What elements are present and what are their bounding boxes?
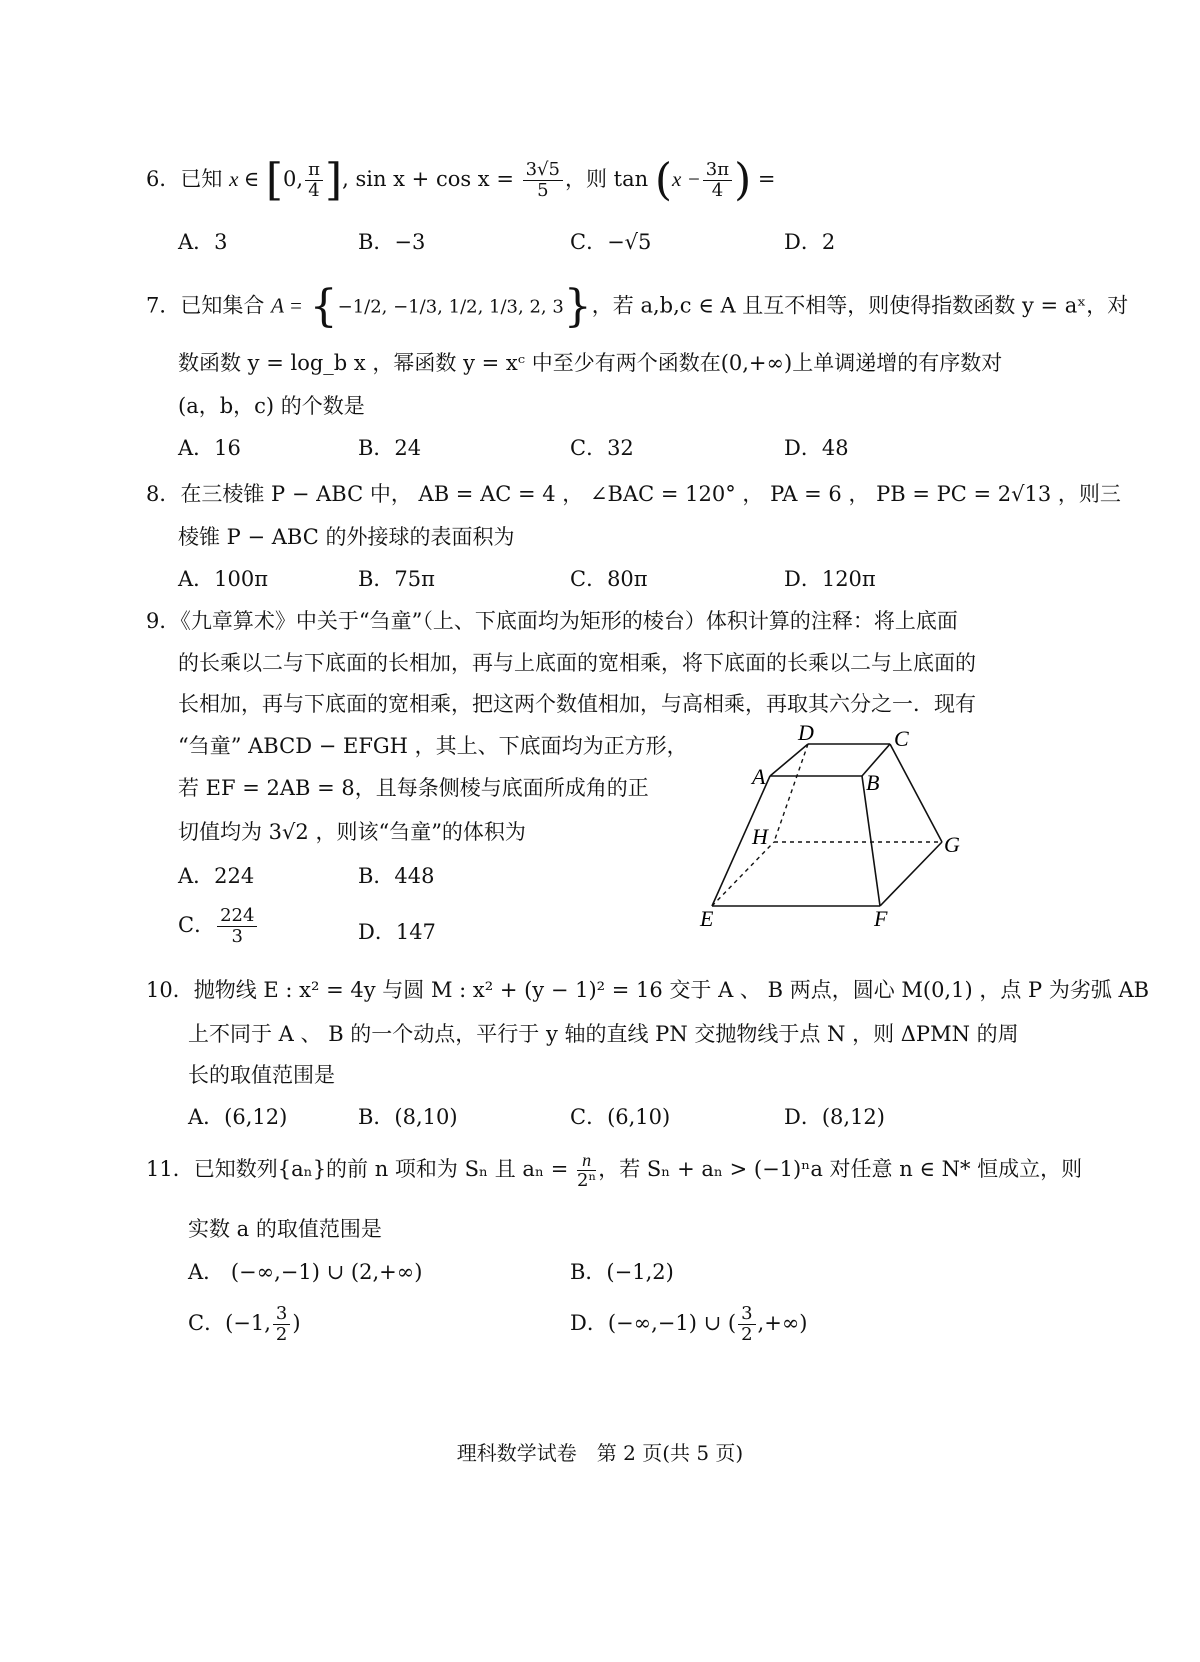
q9-option-b: B．448	[358, 864, 435, 888]
q9-option-c: C． $\frac{224}{3}$	[178, 906, 259, 947]
q10-option-a: A．(6,12)	[188, 1105, 288, 1129]
q11-line2: 实数 a 的取值范围是	[188, 1217, 382, 1241]
q9-line4: “刍童” ABCD − EFGH ，其上、下底面均为正方形，	[178, 734, 688, 758]
q11-option-b: B．(−1,2)	[570, 1260, 674, 1284]
q8-line2: 棱锥 P − ABC 的外接球的表面积为	[178, 525, 515, 549]
q8-option-d: D．120π	[784, 567, 876, 591]
q10-line1: 10．抛物线 E : x² = 4y 与圆 M : x² + (y − 1)² = 16 交于 A 、 B 两点，圆心 M(0,1) ，点 P 为劣弧 AB	[146, 978, 1150, 1002]
edge-BF	[862, 776, 880, 906]
label-B: B	[866, 770, 880, 795]
page-footer: 理科数学试卷 第 2 页(共 5 页)	[456, 1441, 744, 1465]
label-H: H	[752, 824, 768, 849]
label-C: C	[894, 726, 909, 751]
q8-line1: 8．在三棱锥 P − ABC 中， AB = AC = 4 ， ∠BAC = 120° ， PA = 6 ， PB = PC = 2√13 ，则三	[146, 482, 1121, 506]
q7-line2: 数函数 y = log_b x ，幂函数 y = xᶜ 中至少有两个函数在(0,+∞)上单调递增的有序数对	[178, 351, 1003, 375]
q10-line2: 上不同于 A 、 B 的一个动点，平行于 y 轴的直线 PN 交抛物线于点 N ，则 ΔPMN 的周	[188, 1022, 1019, 1046]
q7-option-d: D．48	[784, 436, 849, 460]
q7-option-c: C．32	[570, 436, 634, 460]
q10-line3: 长的取值范围是	[188, 1063, 335, 1087]
q6-stem: 6．已知 x ∈ [0, $\frac{\pi}{4}$ ], sin x + cos x = $\frac{3√5}{5}$ ，则 tan (x − $\frac{3\pi}{4}$ ) =	[146, 154, 776, 206]
q11-line1: 11．已知数列{aₙ}的前 n 项和为 Sₙ 且 aₙ = $\frac{n}{\text{2ⁿ}}$ ，若 Sₙ + aₙ > (−1)ⁿa 对任意 n ∈ N* 恒成立，则	[146, 1150, 1083, 1191]
q6-option-d: D．2	[784, 230, 836, 254]
q7-line3: (a，b，c) 的个数是	[178, 394, 365, 418]
q9-line1: 9．《九章算术》中关于“刍童”（上、下底面均为矩形的棱台）体积计算的注释：将上底面	[146, 609, 958, 633]
frustum-figure	[690, 720, 980, 940]
label-E: E	[700, 906, 714, 931]
edge-CG	[890, 744, 942, 842]
label-A: A	[752, 764, 766, 789]
q8-option-b: B．75π	[358, 567, 435, 591]
q10-option-b: B．(8,10)	[358, 1105, 458, 1129]
label-D: D	[798, 720, 814, 745]
q9-option-a: A．224	[178, 864, 255, 888]
q11-option-c: C．(−1, $\frac{3}{2}$ )	[188, 1303, 301, 1345]
edge-EH	[712, 842, 774, 906]
q8-option-a: A．100π	[178, 567, 269, 591]
q9-line6: 切值均为 3√2 ，则该“刍童”的体积为	[178, 820, 526, 844]
q7-line1: 7．已知集合 A = {−1/2, −1/3, 1/2, 1/3, 2, 3}，若 a,b,c ∈ A 且互不相等，则使得指数函数 y = aˣ，对	[146, 281, 1129, 332]
label-F: F	[874, 906, 888, 931]
label-G: G	[944, 832, 960, 857]
q9-line2: 的长乘以二与下底面的长相加，再与上底面的宽相乘，将下底面的长乘以二与上底面的	[178, 651, 976, 675]
q6-option-c: C．−√5	[570, 230, 652, 254]
q7-option-b: B．24	[358, 436, 422, 460]
q10-option-d: D．(8,12)	[784, 1105, 885, 1129]
q9-line5: 若 EF = 2AB = 8，且每条侧棱与底面所成角的正	[178, 776, 649, 800]
q7-option-a: A．16	[178, 436, 241, 460]
q6-fraction: $\frac{3√5}{5}$	[523, 160, 563, 201]
edge-FG	[880, 842, 942, 906]
q6-option-a: A．3	[178, 230, 228, 254]
q9-line3: 长相加，再与下底面的宽相乘，把这两个数值相加，与高相乘，再取其六分之一．现有	[178, 692, 976, 716]
q11-option-d: D．(−∞,−1) ∪ ( $\frac{3}{2}$ ,+∞)	[570, 1303, 808, 1345]
q6-option-b: B．−3	[358, 230, 426, 254]
q10-option-c: C．(6,10)	[570, 1105, 671, 1129]
q8-option-c: C．80π	[570, 567, 648, 591]
q9-option-d: D．147	[358, 920, 436, 944]
q11-option-a: A． (−∞,−1) ∪ (2,+∞)	[188, 1260, 423, 1284]
